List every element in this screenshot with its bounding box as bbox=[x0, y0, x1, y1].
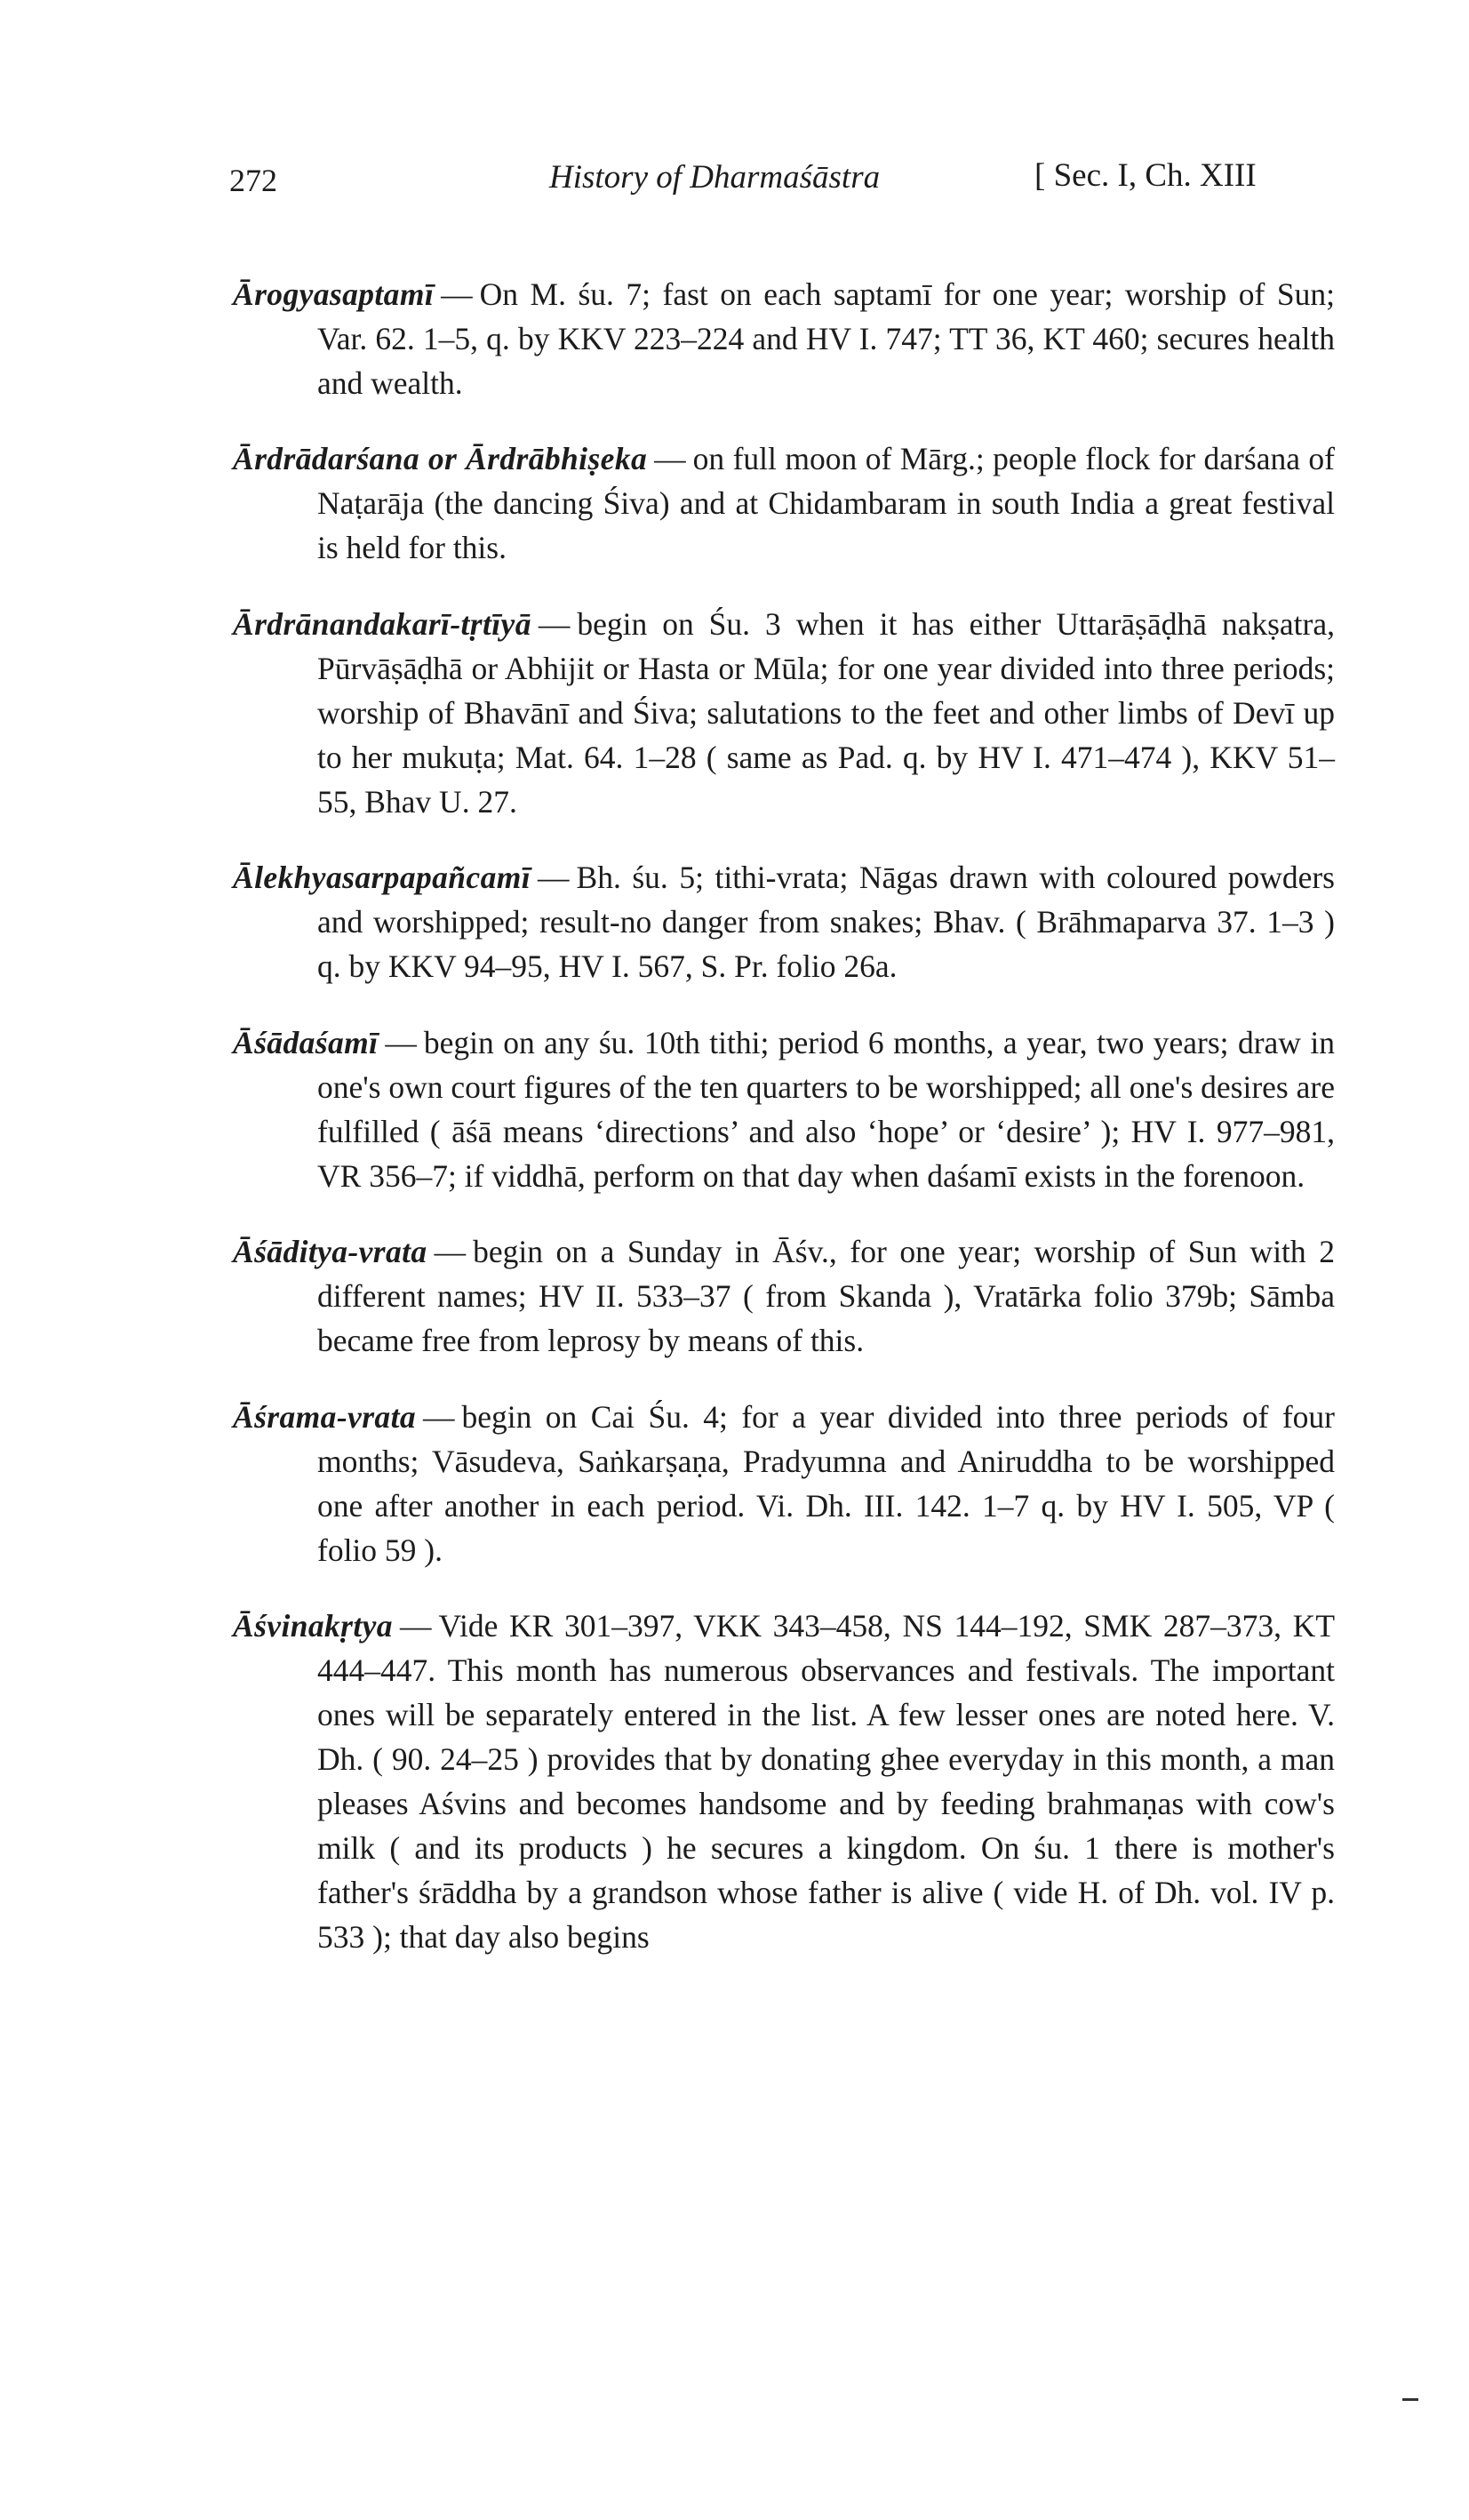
entry-headword: Āśrama-vrata bbox=[233, 1398, 416, 1435]
entry-text: On M. śu. 7; fast on each saptamī for one year; worship of Sun; Var. 62. 1–5, q. by KKV 223–224 and HV I. 747; TT 36, KT 460; secures health and wealth. bbox=[317, 276, 1335, 401]
entry-headword: Āśvinakṛtya bbox=[233, 1608, 393, 1644]
glossary-entry: Āśrama-vrata — begin on Cai Śu. 4; for a year divided into three periods of four months; Vāsudeva, Saṅkarṣaṇa, Pradyumna and Aniruddha to be worshipped one after another in each period. Vi. Dh. III. 142. 1–7 q. by HV I. 505, VP ( folio 59 ). bbox=[233, 1398, 1335, 1568]
entry-headword: Āśādaśamī bbox=[233, 1024, 379, 1060]
entry-text: on full moon of Mārg.; people flock for darśana of Naṭarāja (the dancing Śiva) and at Chidambaram in south India a great festival is held for this. bbox=[317, 441, 1335, 565]
page-number: 272 bbox=[229, 163, 277, 198]
entry-headword: Āśāditya-vrata bbox=[233, 1234, 427, 1269]
entry-headword: Ārogyasaptamī bbox=[233, 276, 435, 312]
page-header bbox=[229, 151, 1313, 204]
glossary-entry: Ālekhyasarpapañcamī — Bh. śu. 5; tithi-vrata; Nāgas drawn with coloured powders and worshipped; result-no danger from snakes; Bhav. ( Brāhmaparva 37. 1–3 ) q. by KKV 94–95, HV I. 567, S. Pr. folio 26a. bbox=[233, 860, 1335, 984]
entry-text: begin on Cai Śu. 4; for a year divided into three periods of four months; Vāsudeva, Saṅkarṣaṇa, Pradyumna and Aniruddha to be worshipped one after another in each period. Vi. Dh. III. 142. 1–7 q. by HV I. 505, VP ( folio 59 ). bbox=[317, 1398, 1335, 1568]
entry-text: Bh. śu. 5; tithi-vrata; Nāgas drawn with coloured powders and worshipped; result-no danger from snakes; Bhav. ( Brāhmaparva 37. 1–3 ) q. by KKV 94–95, HV I. 567, S. Pr. folio 26a. bbox=[317, 860, 1335, 984]
glossary-entry: Ārdrānandakarī-tṛtīyā — begin on Śu. 3 when it has either Uttarāṣāḍhā nakṣatra, Pūrvāṣāḍhā or Abhijit or Hasta or Mūla; for one year divided into three periods; worship of Bhavānī and Śiva; salutations to the feet and other limbs of Devī up to her mukuṭa; Mat. 64. 1–28 ( same as Pad. q. by HV I. 471–474 ), KKV 51–55, Bhav U. 27. bbox=[233, 605, 1335, 820]
glossary-entry: Āśāditya-vrata — begin on a Sunday in Āśv., for one year; worship of Sun with 2 different names; HV II. 533–37 ( from Skanda ), Vratārka folio 379b; Sāmba became free from leprosy by means of this. bbox=[233, 1234, 1335, 1358]
entry-headword: Ārdrānandakarī-tṛtīyā bbox=[233, 605, 531, 642]
margin-mark bbox=[1402, 2398, 1418, 2401]
glossary-entry: Āśvinakṛtya — Vide KR 301–397, VKK 343–458, NS 144–192, SMK 287–373, KT 444–447. This month has numerous observances and festivals. The important ones will be separately entered in the list. A few lesser ones are noted here. V. Dh. ( 90. 24–25 ) provides that by donating ghee everyday in this month, a man pleases Aśvins and becomes handsome and by feeding brahmaṇas with cow's milk ( and its products ) he secures a kingdom. On śu. 1 there is mother's father's śrāddha by a grandson whose father is alive ( vide H. of Dh. vol. IV p. 533 ); that day also begins bbox=[233, 1608, 1335, 1955]
entry-headword: Ālekhyasarpapañcamī bbox=[233, 860, 531, 895]
entry-text: begin on any śu. 10th tithi; period 6 months, a year, two years; draw in one's own court figures of the ten quarters to be worshipped; all one's desires are fulfilled ( āśā means ‘directions’ and also ‘hope’ or ‘desire’ ); HV I. 977–981, VR 356–7; if viddhā, perform on that day when daśamī exists in the forenoon. bbox=[317, 1024, 1335, 1194]
entry-headword: Ārdrādarśana or Ārdrābhiṣeka bbox=[233, 441, 648, 476]
glossary-entry: Ārdrādarśana or Ārdrābhiṣeka — on full moon of Mārg.; people flock for darśana of Naṭarāja (the dancing Śiva) and at Chidambaram in south India a great festival is held for this. bbox=[233, 441, 1335, 565]
glossary-entries bbox=[233, 240, 1335, 1975]
glossary-entry: Āśādaśamī — begin on any śu. 10th tithi; period 6 months, a year, two years; draw in one's own court figures of the ten quarters to be worshipped; all one's desires are fulfilled ( āśā means ‘directions’ and also ‘hope’ or ‘desire’ ); HV I. 977–981, VR 356–7; if viddhā, perform on that day when daśamī exists in the forenoon. bbox=[233, 1024, 1335, 1194]
entry-text: Vide KR 301–397, VKK 343–458, NS 144–192, SMK 287–373, KT 444–447. This month has numerous observances and festivals. The important ones will be separately entered in the list. A few lesser ones are noted here. V. Dh. ( 90. 24–25 ) provides that by donating ghee everyday in this month, a man pleases Aśvins and becomes handsome and by feeding brahmaṇas with cow's milk ( and its products ) he secures a kingdom. On śu. 1 there is mother's father's śrāddha by a grandson whose father is alive ( vide H. of Dh. vol. IV p. 533 ); that day also begins bbox=[317, 1608, 1335, 1955]
glossary-entry: Ārogyasaptamī — On M. śu. 7; fast on each saptamī for one year; worship of Sun; Var. 62. 1–5, q. by KKV 223–224 and HV I. 747; TT 36, KT 460; secures health and wealth. bbox=[233, 276, 1335, 401]
section-reference: [ Sec. I, Ch. XIII bbox=[1034, 157, 1257, 194]
running-title: History of Dharmaśāstra bbox=[549, 159, 881, 196]
entry-text: begin on a Sunday in Āśv., for one year; worship of Sun with 2 different names; HV II. 533–37 ( from Skanda ), Vratārka folio 379b; Sāmba became free from leprosy by means of this. bbox=[317, 1234, 1335, 1358]
entry-text: begin on Śu. 3 when it has either Uttarāṣāḍhā nakṣatra, Pūrvāṣāḍhā or Abhijit or Hasta or Mūla; for one year divided into three periods; worship of Bhavānī and Śiva; salutations to the feet and other limbs of Devī up to her mukuṭa; Mat. 64. 1–28 ( same as Pad. q. by HV I. 471–474 ), KKV 51–55, Bhav U. 27. bbox=[317, 605, 1335, 820]
